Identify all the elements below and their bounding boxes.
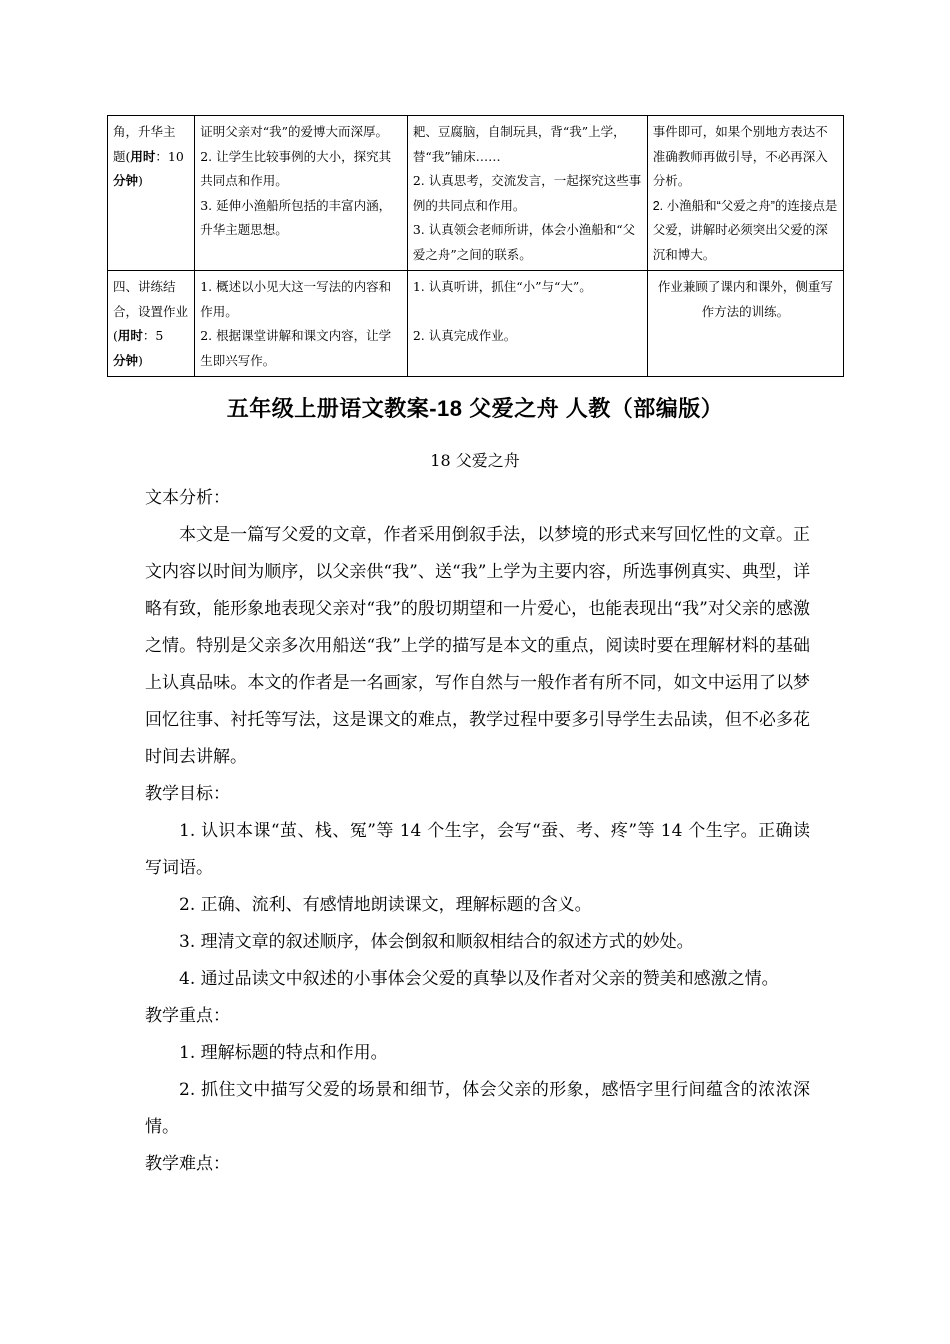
cell-line: 2. 根据课堂讲解和课文内容，让学生即兴写作。	[200, 328, 392, 368]
stage-cell	[108, 116, 195, 271]
lesson-plan-table	[107, 115, 844, 377]
lesson-body	[145, 480, 810, 1183]
stage-text: )	[138, 352, 143, 368]
table-row	[108, 271, 844, 377]
stage-text: 四、讲练结合，设置作业(	[113, 279, 189, 343]
time-unit: 分钟	[113, 174, 139, 188]
list-item: 3. 理清文章的叙述顺序，体会倒叙和顺叙相结合的叙述方式的妙处。	[179, 932, 694, 952]
section-heading: 教学目标：	[145, 784, 230, 804]
cell-line: 1. 认真听讲，抓住“小”与“大”。	[412, 279, 592, 294]
cell-line: 1. 概述以小见大这一写法的内容和作用。	[200, 279, 392, 319]
table-row	[108, 116, 844, 271]
stage-text: 题(	[113, 148, 131, 164]
document-title: 五年级上册语文教案-18 父爱之舟 人教（部编版）	[226, 396, 724, 421]
cell-line: 2. 认真完成作业。	[412, 327, 517, 343]
list-item: 4. 通过品读文中叙述的小事体会父爱的真挚以及作者对父亲的赞美和感激之情。	[179, 969, 779, 989]
cell-line: 事件即可，如果个别地方表达不准确教师再做引导，不必再深入分析。	[652, 125, 828, 188]
student-activity-cell	[407, 271, 647, 377]
list-item: 1. 理解标题的特点和作用。	[179, 1043, 388, 1063]
list-item: 2. 抓住文中描写父爱的场景和细节，体会父亲的形象，感悟字里行间蕴含的浓浓深情。	[145, 1080, 810, 1137]
stage-text: 角，升华主	[113, 124, 176, 139]
time-value: ：5	[142, 328, 164, 343]
design-note-cell	[647, 271, 843, 377]
section-heading: 教学难点：	[145, 1154, 230, 1174]
time-label: 用时	[117, 329, 143, 343]
time-unit: 分钟	[113, 353, 139, 368]
cell-line: 证明父亲对“我”的爱博大而深厚。	[200, 124, 389, 139]
cell-line: 2. 让学生比较事例的大小，探究其共同点和作用。	[200, 148, 392, 188]
analysis-paragraph: 本文是一篇写父爱的文章，作者采用倒叙手法，以梦境的形式来写回忆性的文章。正文内容以时间为顺序，以父亲供“我”、送“我”上学为主要内容，所选事例真实、典型，详略有致，能形象地表现父亲对“我”的殷切期望和一片爱心，也能表现出“我”对父亲的感激之情。特别是父亲多次用船送“我”上学的描写是本文的重点，阅读时要在理解材料的基础上认真品味。本文的作者是一名画家，写作自然与一般作者有所不同，如文中运用了以梦回忆往事、衬托等写法，这是课文的难点，教学过程中要多引导学生去品读，但不必多花时间去讲解。	[145, 525, 810, 767]
student-activity-cell	[407, 116, 647, 271]
design-note-cell	[647, 116, 843, 271]
cell-line: 2. 认真思考，交流发言，一起探究这些事例的共同点和作用。	[412, 173, 642, 213]
section-heading: 文本分析：	[145, 488, 230, 508]
stage-cell	[108, 271, 195, 377]
list-item: 1. 认识本课“茧、栈、冤”等 14 个生字，会写“蚕、考、疼”等 14 个生字。正确读写词语。	[145, 821, 810, 878]
list-item: 2. 正确、流利、有感情地朗读课文，理解标题的含义。	[179, 895, 592, 915]
cell-line: 作业兼顾了课内和课外，侧重写作方法的训练。	[657, 280, 833, 319]
stage-text: )	[138, 173, 143, 188]
cell-line: 3. 延伸小渔船所包括的丰富内涵，升华主题思想。	[200, 197, 392, 237]
time-value: ：10	[155, 148, 184, 164]
lesson-subtitle: 18 父爱之舟	[430, 451, 520, 470]
section-heading: 教学重点：	[145, 1006, 230, 1026]
cell-line: 2. 小渔船和“父爱之舟”的连接点是父爱，讲解时必须突出父爱的深沉和博大。	[652, 198, 838, 262]
teacher-activity-cell	[195, 271, 408, 377]
time-label: 用时	[130, 149, 156, 164]
cell-line: 3. 认真领会老师所讲，体会小渔船和“父爱之舟”之间的联系。	[412, 222, 636, 262]
teacher-activity-cell	[195, 116, 408, 271]
cell-line: 耙、豆腐脑，自制玩具，背“我”上学，替“我”铺床……	[412, 124, 626, 164]
